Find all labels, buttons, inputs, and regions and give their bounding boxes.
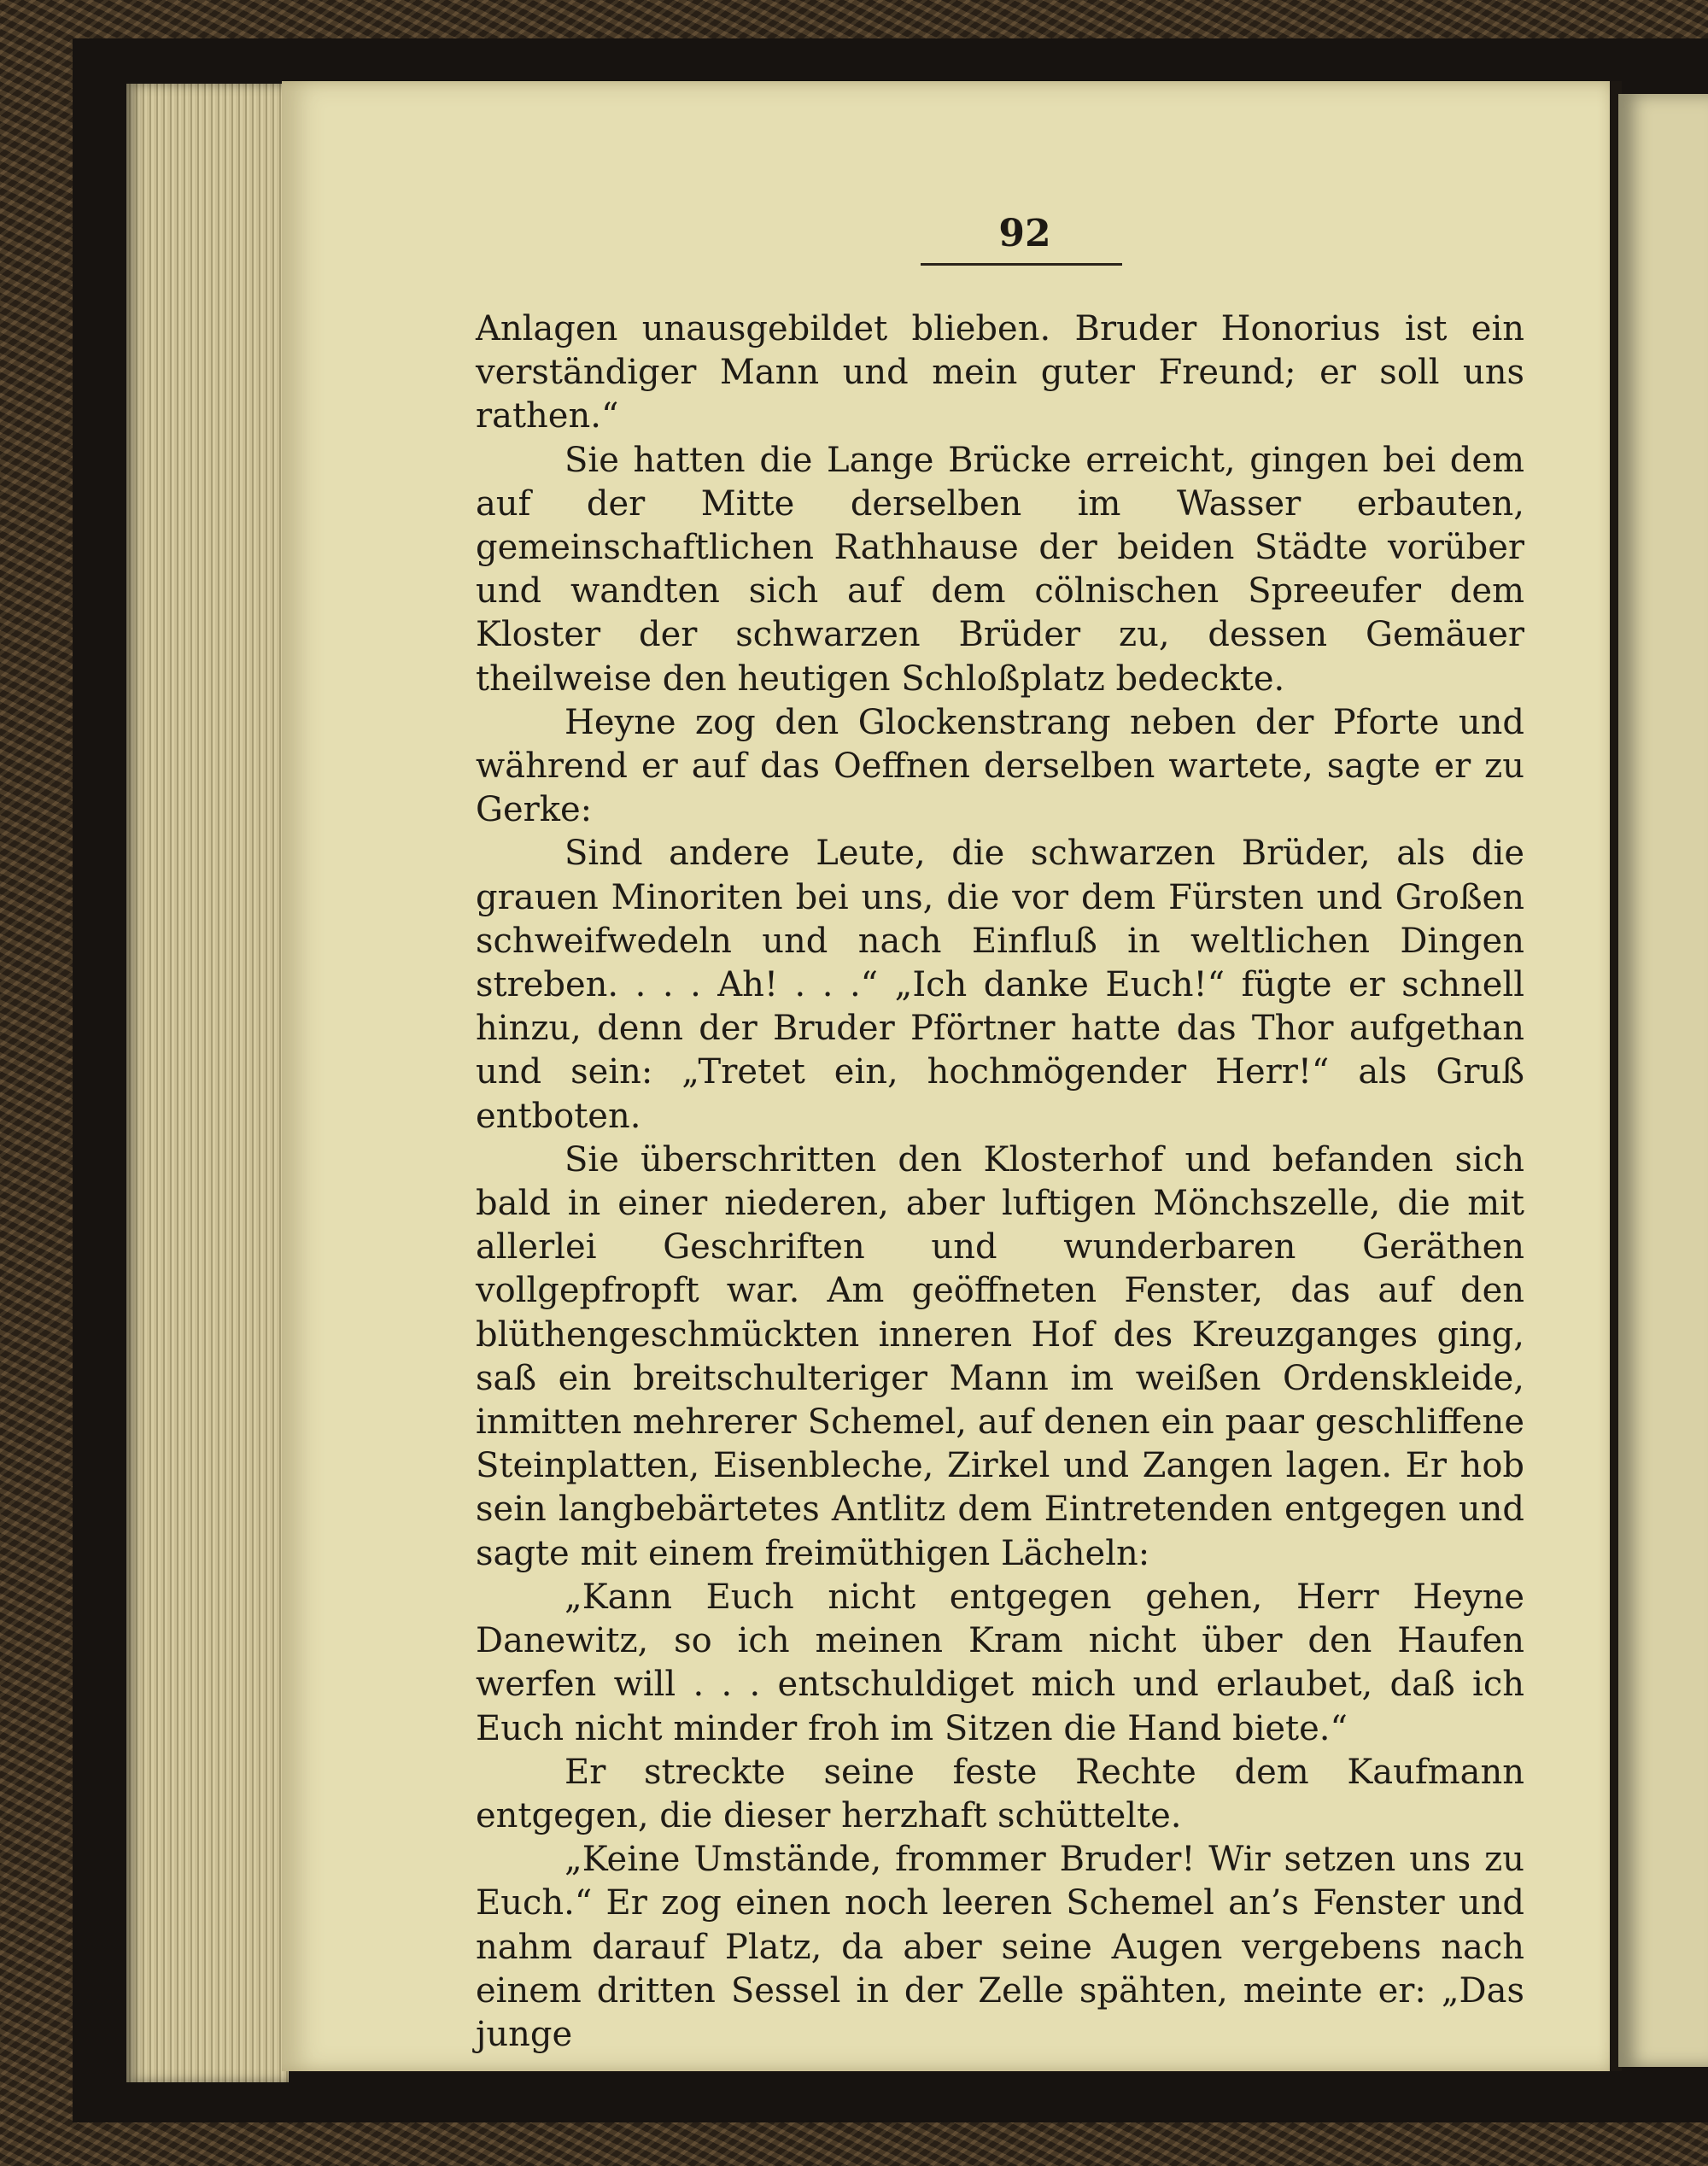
paragraph: Heyne zog den Glockenstrang neben der Pforte und während er auf das Oeffnen derselben wartete, sagte er zu Gerke: [476, 702, 1524, 830]
paragraph: Sind andere Leute, die schwarzen Brüder, als die grauen Minoriten bei uns, die vor dem Fürsten und Großen schweifwedeln und nach Einfluß in weltlichen Dingen streben. . . . Ah! . . .“ „Ich danke Euch!“ fügte er schnell hinzu, denn der Bruder Pförtner hatte das Thor aufgethan und sein: „Tretet ein, hochmögender Herr!“ als Gruß entboten. [476, 834, 1524, 1136]
paragraph: Er streckte seine feste Rechte dem Kaufmann entgegen, die dieser herzhaft schüttelte. [476, 1752, 1524, 1835]
paragraph: Sie hatten die Lange Brücke erreicht, gingen bei dem auf der Mitte derselben im Wasser erbauten, gemeinschaftlichen Rathhause der beiden Städte vorüber und wandten sich auf dem cölnischen Spreeufer dem Kloster der schwarzen Brüder zu, dessen Gemäuer theilweise den heutigen Schloßplatz bedeckte. [476, 440, 1524, 699]
body-text [476, 307, 1524, 2057]
paragraph: Anlagen unausgebildet blieben. Bruder Honorius ist ein verständiger Mann und mein guter Freund; er soll uns rathen.“ [476, 309, 1524, 436]
paragraph: „Kann Euch nicht entgegen gehen, Herr Heyne Danewitz, so ich meinen Kram nicht über den Haufen werfen will . . . entschuldiget mich und erlaubet, daß ich Euch nicht minder froh im Sitzen die Hand biete.“ [476, 1577, 1524, 1748]
facing-page-edge [1618, 94, 1708, 2067]
page-edges [126, 84, 289, 2082]
paragraph: Sie überschritten den Klosterhof und befanden sich bald in einer niederen, aber luftigen Mönchszelle, die mit allerlei Geschriften und wunderbaren Geräthen vollgepfropft war. Am geöffneten Fenster, das auf den blüthengeschmückten inneren Hof des Kreuzganges ging, saß ein breitschulteriger Mann im weißen Ordenskleide, inmitten mehrerer Schemel, auf denen ein paar geschliffene Steinplatten, Eisenbleche, Zirkel und Zangen lagen. Er hob sein langbebärtetes Antlitz dem Eintretenden entgegen und sagte mit einem freimüthigen Lächeln: [476, 1139, 1524, 1573]
header-rule [921, 263, 1122, 266]
page-number: 92 [998, 212, 1051, 255]
paragraph: „Keine Umstände, frommer Bruder! Wir setzen uns zu Euch.“ Er zog einen noch leeren Schemel an’s Fenster und nahm darauf Platz, da aber seine Augen vergebens nach einem dritten Sessel in der Zelle spähten, meinte er: „Das junge [476, 1840, 1524, 2054]
